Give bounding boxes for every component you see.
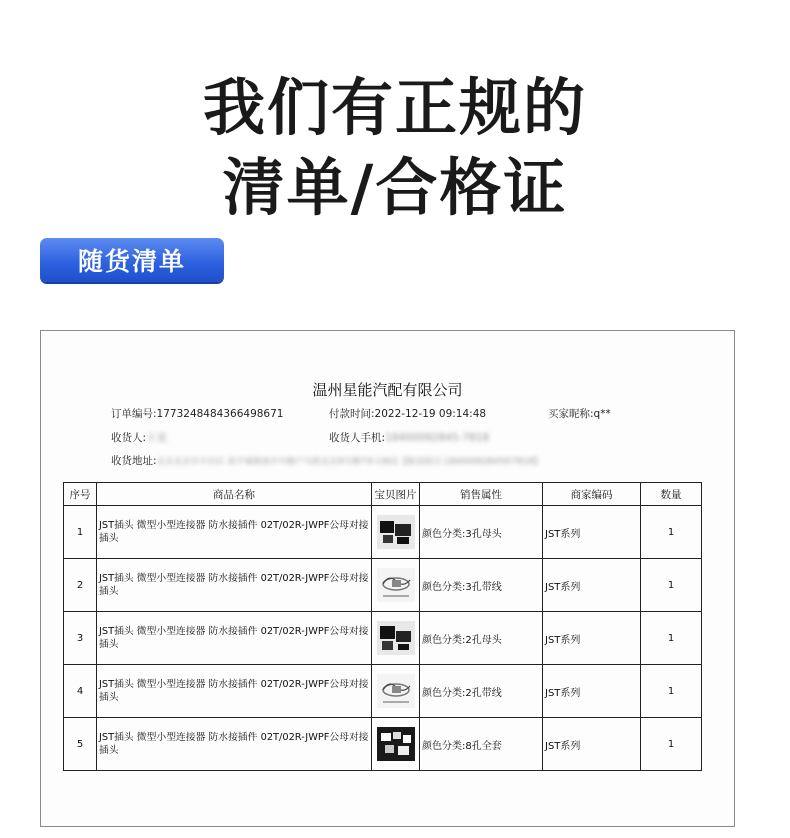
row-merchant-code: JST系列 [543,718,641,771]
headline-line-1: 我们有正规的 [202,71,587,144]
row-attribute: 颜色分类:2孔带线 [420,665,543,718]
table-header-row [64,483,702,506]
row-merchant-code: JST系列 [543,665,641,718]
table-row [64,718,702,771]
row-image-cell [372,559,420,612]
row-quantity: 1 [641,718,702,771]
headline-line-2: 清单/合格证 [222,151,568,224]
row-quantity: 1 [641,612,702,665]
table-row [64,612,702,665]
wired-connector-icon [377,568,415,602]
row-image-cell [372,718,420,771]
row-quantity: 1 [641,559,702,612]
row-product-name: JST插头 微型小型连接器 防水接插件 02T/02R-JWPF公母对接插头 [97,718,372,771]
row-product-name: JST插头 微型小型连接器 防水接插件 02T/02R-JWPF公母对接插头 [97,506,372,559]
col-header-qty: 数量 [641,483,702,506]
row-image-cell [372,506,420,559]
row-merchant-code: JST系列 [543,612,641,665]
receiver-phone-redacted: 18400092845-7818 [385,432,490,444]
row-attribute: 颜色分类:3孔带线 [420,559,543,612]
row-quantity: 1 [641,665,702,718]
row-attribute: 颜色分类:2孔母头 [420,612,543,665]
row-product-name: JST插头 微型小型连接器 防水接插件 02T/02R-JWPF公母对接插头 [97,665,372,718]
buyer-nickname: 买家昵称:q** [548,408,611,420]
order-number: 订单编号:1773248484366498671 [111,408,284,420]
row-no: 3 [64,612,97,665]
connector-black-icon [377,515,415,549]
col-header-code: 商家编码 [543,483,641,506]
row-quantity: 1 [641,506,702,559]
row-image-cell [372,612,420,665]
row-no: 4 [64,665,97,718]
row-attribute: 颜色分类:3孔母头 [420,506,543,559]
row-attribute: 颜色分类:8孔全套 [420,718,543,771]
delivery-address-redacted: 北京北京市丰台区 南平城镇南开中路户乌桥北京9号楼7单元601【配送指引:18400092845转7818】 [156,457,543,467]
delivery-address: 收货地址:北京北京市丰台区 南平城镇南开中路户乌桥北京9号楼7单元601【配送指引:18400092845转7818】 [111,455,543,467]
receiver-name-redacted: 王某 [146,432,168,444]
col-header-name: 商品名称 [97,483,372,506]
table-row [64,665,702,718]
packing-list-badge: 随货清单 [40,238,224,282]
row-merchant-code: JST系列 [543,506,641,559]
connector-set-icon [377,727,415,761]
table-row [64,506,702,559]
row-product-name: JST插头 微型小型连接器 防水接插件 02T/02R-JWPF公母对接插头 [97,559,372,612]
row-no: 2 [64,559,97,612]
item-table [63,482,702,771]
row-no: 1 [64,506,97,559]
col-header-image: 宝贝图片 [372,483,420,506]
row-merchant-code: JST系列 [543,559,641,612]
row-product-name: JST插头 微型小型连接器 防水接插件 02T/02R-JWPF公母对接插头 [97,612,372,665]
wired-connector-icon [377,674,415,708]
row-no: 5 [64,718,97,771]
row-image-cell [372,665,420,718]
packing-list-sheet [40,330,735,827]
col-header-attr: 销售属性 [420,483,543,506]
company-name: 温州星能汽配有限公司 [312,381,463,399]
receiver-name: 收货人:王某 [111,432,168,444]
col-header-no: 序号 [64,483,97,506]
table-row [64,559,702,612]
connector-black-icon [377,621,415,655]
receiver-phone: 收货人手机:18400092845-7818 [329,432,490,444]
payment-time: 付款时间:2022-12-19 09:14:48 [329,408,487,420]
